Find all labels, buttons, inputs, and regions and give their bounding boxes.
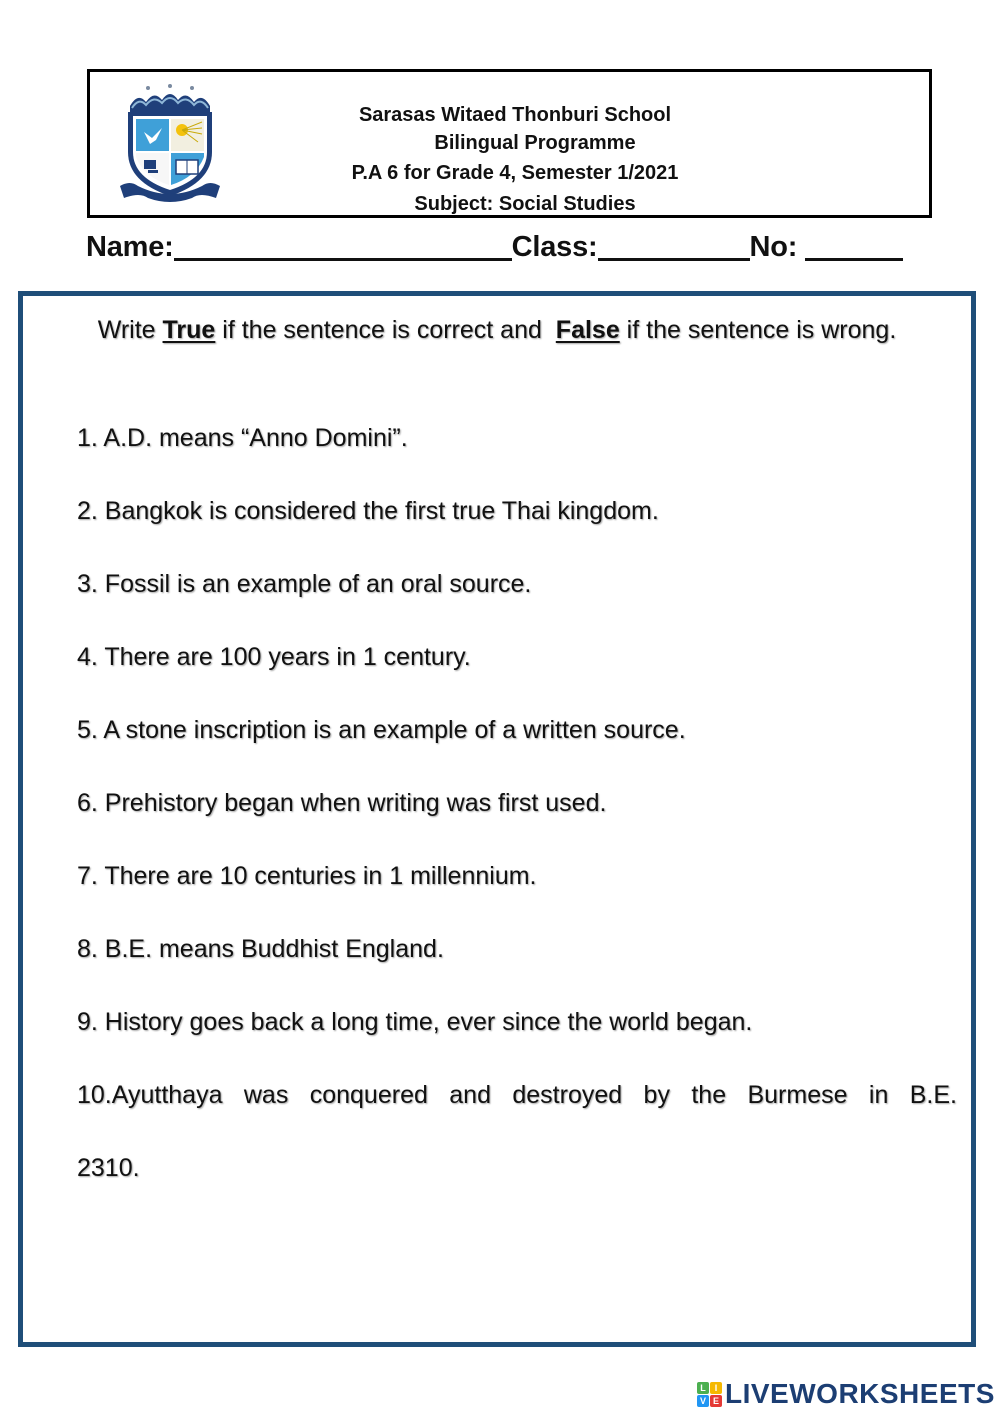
question-8: 8. B.E. means Buddhist England. (77, 935, 444, 963)
name-label: Name: (86, 231, 174, 263)
school-name: Sarasas Witaed Thonburi School (358, 104, 672, 126)
worksheet-header (87, 69, 932, 218)
class-field[interactable] (598, 230, 750, 261)
question-9: 9. History goes back a long time, ever since the world began. (77, 1008, 753, 1036)
subject-title: Subject: Social Studies (414, 193, 636, 215)
live-tiles-icon: L I V E (697, 1382, 722, 1407)
false-keyword: False (555, 316, 620, 344)
school-crest-icon (120, 82, 230, 204)
programme-name: Bilingual Programme (434, 132, 636, 154)
question-10: 10.Ayutthaya was conquered and destroyed by the Burmese in B.E. (77, 1081, 957, 1109)
name-field[interactable] (174, 230, 512, 261)
student-info-line (86, 230, 936, 270)
question-10-continuation: 2310. (77, 1154, 140, 1182)
class-label: Class: (511, 231, 598, 263)
number-field[interactable] (805, 230, 903, 261)
question-2: 2. Bangkok is considered the first true Thai kingdom. (77, 497, 659, 525)
true-keyword: True (162, 316, 216, 344)
instructions: Write True if the sentence is correct and False if the sentence is wrong. (97, 316, 897, 344)
assessment-title: P.A 6 for Grade 4, Semester 1/2021 (351, 162, 679, 184)
question-7: 7. There are 10 centuries in 1 millennium. (77, 862, 537, 890)
question-5: 5. A stone inscription is an example of a written source. (77, 716, 686, 744)
question-3: 3. Fossil is an example of an oral source. (77, 570, 532, 598)
question-6: 6. Prehistory began when writing was first used. (77, 789, 607, 817)
no-label: No: (749, 231, 798, 263)
question-4: 4. There are 100 years in 1 century. (77, 643, 471, 671)
question-1: 1. A.D. means “Anno Domini”. (77, 424, 408, 452)
brand-name: LIVEWORKSHEETS (725, 1378, 995, 1409)
question-panel (18, 291, 976, 1347)
liveworksheets-logo (697, 1379, 995, 1409)
